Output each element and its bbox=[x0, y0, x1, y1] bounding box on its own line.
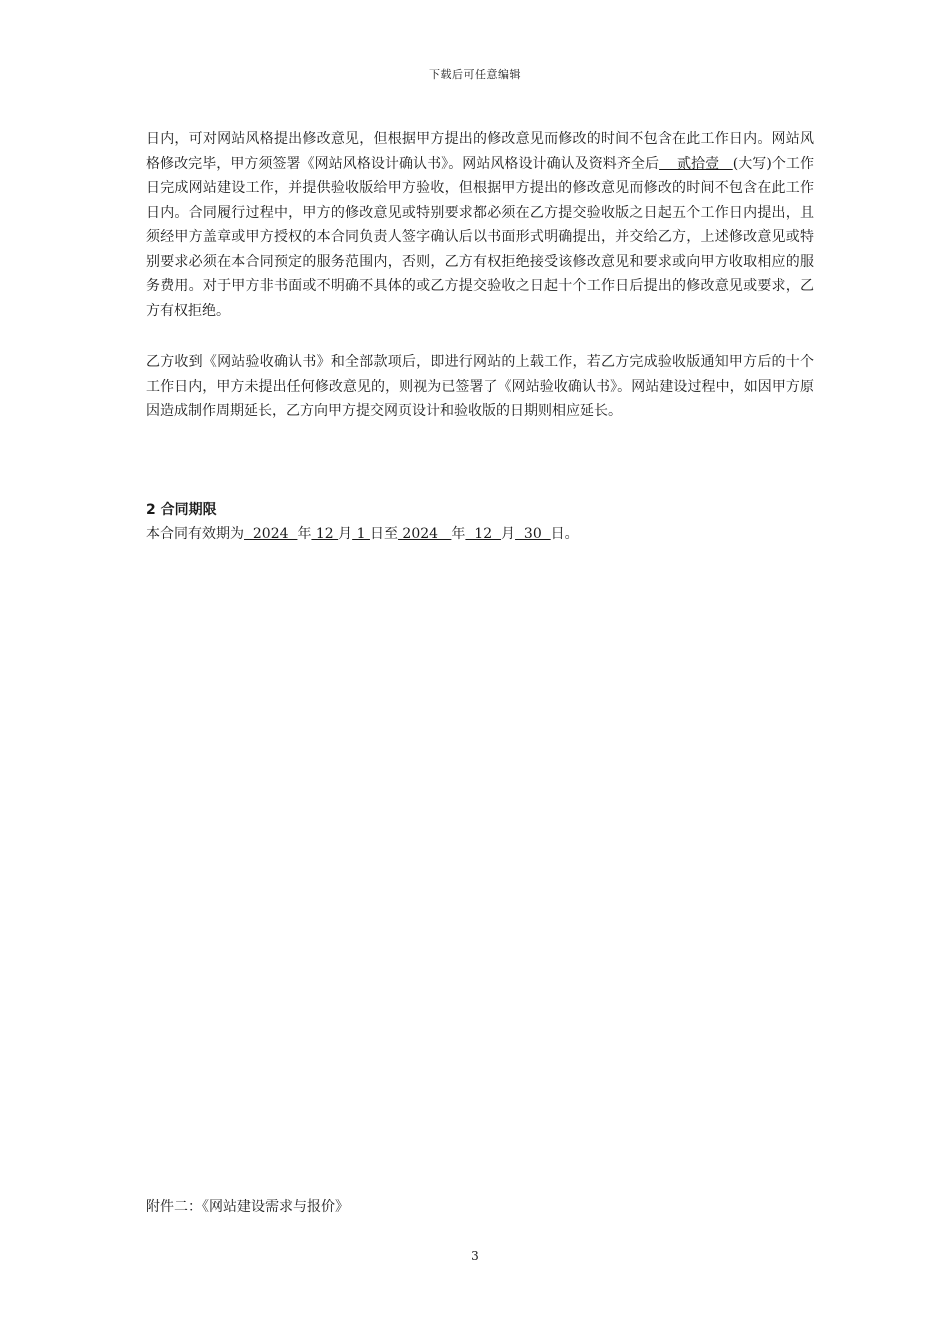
year-label: 年 bbox=[297, 526, 312, 542]
month-label-2: 月 bbox=[501, 526, 516, 542]
month-label: 月 bbox=[338, 526, 353, 542]
attachment-reference: 附件二：《网站建设需求与报价》 bbox=[146, 1199, 349, 1215]
page-header: 下载后可任意编辑 bbox=[429, 68, 521, 81]
section-heading-contract-period: 2 合同期限 bbox=[146, 502, 217, 518]
paragraph-upload-terms: 乙方收到《网站验收确认书》和全部款项后，即进行网站的上载工作，若乙方完成验收版通知甲方后的十个工作日内，甲方未提出任何修改意见的，则视为已签署了《网站验收确认书》。网站建设过程中，如因甲方原因造成制作周期延长，乙方向甲方提交网页设计和验收版的日期则相应延长。 bbox=[146, 354, 814, 419]
start-month-value: 12 bbox=[311, 526, 339, 542]
end-year-value: 2024 bbox=[397, 526, 452, 542]
day-to-label: 日至 bbox=[369, 526, 398, 542]
end-month-value: 12 bbox=[465, 526, 502, 542]
term-prefix: 本合同有效期为 bbox=[146, 526, 244, 542]
page-number: 3 bbox=[471, 1249, 479, 1263]
day-end-label: 日。 bbox=[550, 526, 579, 542]
contract-period-line bbox=[146, 523, 579, 543]
days-fill-in-value: 贰拾壹 bbox=[659, 155, 733, 172]
start-year-value: 2024 bbox=[244, 526, 298, 542]
paragraph-revision-terms bbox=[146, 127, 814, 323]
paragraph-text: 日内，可对网站风格提出修改意见，但根据甲方提出的修改意见而修改的时间不包含在此工作日内。网站风格修改完毕，甲方须签署《网站风格设计确认书》。网站风格设计确认及资料齐全后 bbox=[146, 131, 814, 172]
end-day-value: 30 bbox=[515, 526, 551, 542]
year-label-2: 年 bbox=[451, 526, 466, 542]
start-day-value: 1 bbox=[352, 526, 370, 542]
paragraph-text-continued: (大写)个工作日完成网站建设工作，并提供验收版给甲方验收，但根据甲方提出的修改意见而修改的时间不包含在此工作日内。合同履行过程中，甲方的修改意见或特别要求都必须在乙方提交验收版之日起五个工作日内提出，且须经甲方盖章或甲方授权的本合同负责人签字确认后以书面形式明确提出，并交给乙方，上述修改意见或特别要求必须在本合同预定的服务范围内，否则，乙方有权拒绝接受该修改意见和要求或向甲方收取相应的服务费用。对于甲方非书面或不明确不具体的或乙方提交验收之日起十个工作日后提出的修改意见或要求，乙方有权拒绝。 bbox=[146, 155, 814, 319]
